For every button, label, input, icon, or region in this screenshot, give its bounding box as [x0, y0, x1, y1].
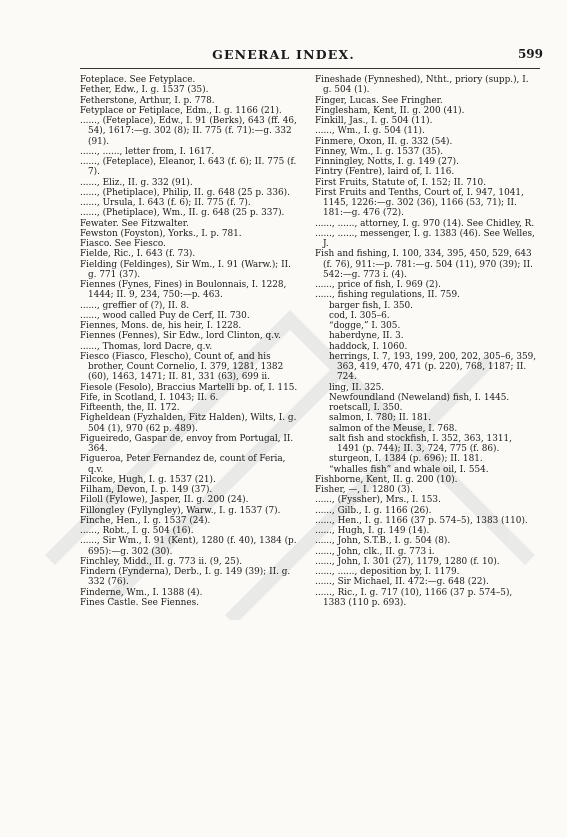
- index-subentry: ling, II. 325.: [329, 382, 385, 393]
- index-entry: Finney, Wm., I. g. 1537 (35).: [315, 146, 444, 157]
- index-subentry: sturgeon, I. 1384 (p. 696); II. 181.: [329, 454, 483, 465]
- index-subentry: herrings, I. 7, 193, 199, 200, 202, 305–6, 359, 363, 419, 470, 471 (p. 220), 768, 1187; II. 724.: [329, 351, 537, 383]
- index-column-left: [80, 75, 302, 608]
- index-entry: ......, Gilb., I. g. 1166 (26).: [315, 505, 432, 516]
- index-entry: Finderne, Wm., I. 1388 (4).: [80, 587, 203, 598]
- index-entry: Fewater. See Fitzwalter.: [80, 218, 189, 229]
- index-entry: Fintry (Fentre), laird of, I. 116.: [315, 167, 455, 178]
- index-entry: Fineshade (Fynneshed), Ntht., priory (supp.), I. g. 504 (1).: [315, 75, 529, 96]
- index-entry: Fetherstone, Arthur, I. p. 778.: [80, 95, 215, 106]
- index-entry: Fiennes (Fennes), Sir Edw., lord Clinton, q.v.: [80, 331, 281, 342]
- index-entry: ......, fishing regulations, II. 759.: [315, 290, 460, 301]
- index-entry: Fether, Edw., I. g. 1537 (35).: [80, 85, 209, 96]
- index-entry: Finningley, Notts, I. g. 149 (27).: [315, 157, 459, 167]
- index-entry: Fish and fishing, I. 100, 334, 395, 450, 529, 643 (f. 76), 911:—p. 781:—g. 504 (11), 970 (39); II. 542:—g. 773 i. (4).: [315, 249, 533, 280]
- index-entry: Finche, Hen., I. g. 1537 (24).: [80, 515, 211, 526]
- index-entry: Fielde, Ric., I. 643 (f. 73).: [80, 249, 196, 260]
- index-subentry: cod, I. 305–6.: [329, 310, 390, 321]
- index-entry: Fifteenth, the, II. 172.: [80, 403, 180, 413]
- index-entry: Finglesham, Kent, II. g. 200 (41).: [315, 105, 465, 116]
- index-entry: ......, Eliz., II. g. 332 (91).: [80, 177, 193, 188]
- index-entry: Fielding (Feldinges), Sir Wm., I. 91 (Warw.); II. g. 771 (37).: [80, 259, 291, 280]
- index-subentry: barger fish, I. 350.: [329, 300, 413, 311]
- index-entry: First Fruits and Tenths, Court of, I. 947, 1041, 1145, 1226:—g. 302 (36), 1166 (53, 71); II. 181:—g. 476 (72).: [315, 187, 524, 219]
- index-entry: ......, greffier of (?), II. 8.: [80, 300, 190, 311]
- index-entry: Fiennes (Fynes, Fines) in Boulonnais, I. 1228, 1444; II. 9, 234, 750:—p. 463.: [80, 280, 287, 301]
- index-subentry: “whalles fish” and whale oil, I. 554.: [329, 464, 489, 475]
- index-entry: Fife, in Scotland, I. 1043; II. 6.: [80, 392, 219, 403]
- index-subentry: roetscall, I. 350.: [329, 403, 403, 413]
- index-entry: Finkill, Jas., I. g. 504 (11).: [315, 116, 433, 126]
- index-entry: ......, Thomas, lord Dacre, q.v.: [80, 341, 213, 352]
- index-entry: ......, Ursula, I. 643 (f. 6); II. 775 (f. 7).: [80, 198, 251, 208]
- index-entry: Finchley, Midd., II. g. 773 ii. (9, 25).: [80, 556, 243, 567]
- index-column-right: [315, 75, 537, 608]
- index-entry: Fishborne, Kent, II. g. 200 (10).: [315, 474, 458, 485]
- index-subentry: salmon, I. 780; II. 181.: [329, 413, 432, 424]
- index-entry: Fines Castle. See Fiennes.: [80, 597, 199, 608]
- index-entry: ......, Hugh, I. g. 149 (14).: [315, 526, 430, 536]
- page-number: 599: [517, 47, 543, 61]
- index-entry: Fetyplace or Fetiplace, Edm., I. g. 1166 (21).: [80, 105, 282, 116]
- index-entry: Filcoke, Hugh, I. g. 1537 (21).: [80, 474, 216, 485]
- index-subentry: salmon of the Meuse, I. 768.: [329, 423, 458, 434]
- index-entry: Findern (Fynderna), Derb., I. g. 149 (39); II. g. 332 (76).: [80, 567, 291, 588]
- index-entry: Finmere, Oxon, II. g. 332 (54).: [315, 136, 453, 147]
- index-entry: Fiennes, Mons. de, his heir, I. 1228.: [80, 321, 242, 331]
- index-entry: ......, Sir Wm., I. 91 (Kent), 1280 (f. 40), 1384 (p. 695):—g. 302 (30).: [80, 536, 297, 557]
- index-entry: ......, John, I. 301 (27), 1179, 1280 (f. 10).: [315, 556, 500, 567]
- index-entry: Fewston (Foyston), Yorks., I. p. 781.: [80, 228, 242, 239]
- running-title: GENERAL INDEX.: [212, 47, 355, 62]
- index-subentry: haddock, I. 1060.: [329, 341, 408, 352]
- index-entry: ......, Hen., I. g. 1166 (37 p. 574–5), 1383 (110).: [315, 515, 528, 526]
- index-entry: ......, Sir Michael, II. 472:—g. 648 (22).: [315, 577, 489, 588]
- index-entry: ......, (Feteplace), Eleanor, I. 643 (f. 6); II. 775 (f. 7).: [80, 157, 297, 178]
- index-entry: ......, (Phetiplace), Philip, II. g. 648 (25 p. 336).: [80, 187, 290, 198]
- page-header: [0, 47, 567, 69]
- index-entry: ......, Wm., I. g. 504 (11).: [315, 126, 425, 137]
- index-entry: ......, John, clk., II. g. 773 i.: [315, 546, 435, 557]
- index-entry: ......, (Fyssher), Mrs., I. 153.: [315, 495, 441, 506]
- index-entry: ......, price of fish, I. 969 (2).: [315, 280, 441, 290]
- index-entry: First Fruits, Statute of, I. 152; II. 710.: [315, 177, 487, 188]
- index-entry: Fiesco (Fiasco, Flescho), Count of, and his brother, Count Cornelio, I. 379, 1281, 1382 (60), 1463, 1471; II. 81, 331 (63), 699 ii.: [80, 351, 284, 383]
- index-entry: ......, ......, letter from, I. 1617.: [80, 146, 215, 157]
- index-entry: ......, ......, attorney, I. g. 970 (14). See Chidley, R.: [315, 218, 535, 229]
- index-entry: Fisher, —, I. 1280 (3).: [315, 485, 413, 495]
- index-entry: Fiesole (Fesolo), Braccius Martelli bp. of, I. 115.: [80, 382, 298, 393]
- index-entry: ......, (Feteplace), Edw., I. 91 (Berks), 643 (ff. 46, 54), 1617:—g. 302 (8); II. 775 (f. 71):—g. 332 (91).: [80, 116, 297, 147]
- header-rule: [80, 68, 540, 69]
- index-entry: ......, John, S.T.B., I. g. 504 (8).: [315, 536, 451, 547]
- index-entry: Foteplace. See Fetyplace.: [80, 75, 196, 85]
- index-entry: Fillongley (Fyllyngley), Warw., I. g. 1537 (7).: [80, 505, 281, 516]
- index-entry: Finger, Lucas. See Fringher.: [315, 95, 443, 106]
- index-entry: ......, wood called Puy de Cerf, II. 730.: [80, 310, 250, 321]
- index-entry: ......, Robt., I. g. 504 (16).: [80, 526, 194, 536]
- index-entry: Filham, Devon, I. p. 149 (37).: [80, 485, 213, 495]
- index-entry: Filoll (Fylowe), Jasper, II. g. 200 (24).: [80, 495, 249, 506]
- index-entry: Figueiredo, Gaspar de, envoy from Portugal, II. 364.: [80, 433, 294, 454]
- index-subentry: “dogge,” I. 305.: [329, 321, 401, 331]
- index-entry: Fiasco. See Fiesco.: [80, 239, 166, 249]
- index-subentry: haberdyne, II. 3.: [329, 331, 404, 342]
- index-subentry: salt fish and stockfish, I. 352, 363, 1311, 1491 (p. 744); II. 3, 724, 775 (f. 86).: [329, 433, 512, 454]
- index-entry: ......, ......, messenger, I. g. 1383 (46). See Welles, J.: [315, 228, 535, 249]
- index-entry: ......, ......, deposition by, I. 1179.: [315, 567, 460, 577]
- index-entry: Figheldean (Fyzhalden, Fitz Halden), Wilts, I. g. 504 (1), 970 (62 p. 489).: [80, 413, 297, 434]
- index-entry: ......, Ric., I. g. 717 (10), 1166 (37 p. 574–5), 1383 (110 p. 693).: [315, 587, 513, 608]
- index-entry: ......, (Phetiplace), Wm., II. g. 648 (25 p. 337).: [80, 208, 285, 219]
- index-entry: Figueroa, Peter Fernandez de, count of Feria, q.v.: [80, 454, 286, 475]
- index-subentry: Newfoundland (Neweland) fish, I. 1445.: [329, 392, 510, 403]
